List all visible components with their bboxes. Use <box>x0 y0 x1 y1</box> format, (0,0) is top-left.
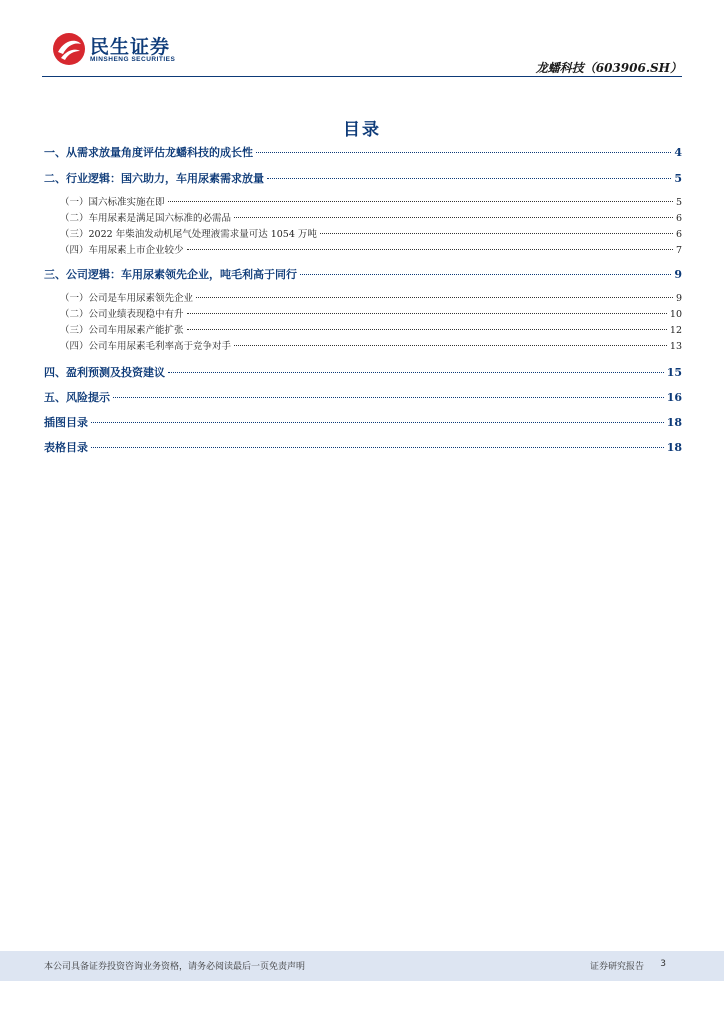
toc-entry-title: 四、盈利预测及投资建议 <box>44 366 165 379</box>
toc-entry-page: 6 <box>675 229 682 240</box>
toc-entry-page: 5 <box>675 197 682 208</box>
toc-leader <box>168 200 673 202</box>
toc-entry-page: 18 <box>666 441 682 454</box>
toc-subentry[interactable] <box>44 339 682 355</box>
footer-report-type: 证券研究报告 <box>589 962 644 972</box>
toc-leader <box>256 151 671 153</box>
toc-entry-page: 10 <box>669 309 682 320</box>
footer-disclaimer: 本公司具备证券投资咨询业务资格，请务必阅读最后一页免责声明 <box>44 962 306 972</box>
toc-entry[interactable] <box>44 363 682 383</box>
toc-entry-title: （四）车用尿素上市企业较少 <box>60 245 184 256</box>
logo-text-cn: 民生证券 <box>90 36 171 58</box>
company-ticker: 龙蟠科技（603906.SH） <box>535 61 682 75</box>
toc-entry[interactable] <box>44 265 682 285</box>
toc-entry-title: （一）国六标准实施在即 <box>60 197 165 208</box>
toc-leader <box>113 396 664 398</box>
minsheng-logo-icon <box>52 32 86 66</box>
toc-subentry[interactable] <box>44 211 682 227</box>
toc-entry-page: 5 <box>674 172 682 185</box>
logo-text-en: MINSHENG SECURITIES <box>90 56 176 63</box>
toc-entry[interactable] <box>44 438 682 458</box>
toc-leader <box>187 312 667 314</box>
toc-leader <box>196 296 673 298</box>
toc-subentry[interactable] <box>44 307 682 323</box>
toc-entry-page: 16 <box>666 391 682 404</box>
toc-entry-title: 三、公司逻辑：车用尿素领先企业，吨毛利高于同行 <box>44 268 297 281</box>
header-divider <box>42 76 682 77</box>
toc-subentry[interactable] <box>44 195 682 211</box>
toc-entry-title: （四）公司车用尿素毛利率高于竞争对手 <box>60 341 232 352</box>
toc-leader <box>234 344 667 346</box>
toc-entry-title: （一）公司是车用尿素领先企业 <box>60 293 194 304</box>
toc-entry-title: （二）公司业绩表现稳中有升 <box>60 309 184 320</box>
toc-subentry[interactable] <box>44 243 682 259</box>
toc-leader <box>187 248 673 250</box>
toc-entry[interactable] <box>44 388 682 408</box>
page-header <box>42 28 682 76</box>
footer-page-number: 3 <box>660 959 666 969</box>
toc-leader <box>187 328 667 330</box>
toc-entry-title: 一、从需求放量角度评估龙蟠科技的成长性 <box>44 146 253 159</box>
toc-entry-page: 9 <box>675 293 682 304</box>
minsheng-logo <box>42 28 222 68</box>
toc-leader <box>91 421 664 423</box>
toc-subentry[interactable] <box>44 323 682 339</box>
toc-entry-title: （三）公司车用尿素产能扩张 <box>60 325 184 336</box>
toc-subentry[interactable] <box>44 227 682 243</box>
toc-entry-page: 12 <box>669 325 682 336</box>
toc-entry-page: 9 <box>674 268 682 281</box>
toc-entry-title: （二）车用尿素是满足国六标准的必需品 <box>60 213 232 224</box>
toc-leader <box>300 273 671 275</box>
toc-leader <box>91 446 664 448</box>
table-of-contents <box>44 143 682 458</box>
toc-entry-page: 7 <box>675 245 682 256</box>
toc-entry-page: 13 <box>669 341 682 352</box>
toc-subentry[interactable] <box>44 291 682 307</box>
toc-leader <box>267 177 671 179</box>
toc-entry-title: （三）2022 年柴油发动机尾气处理液需求量可达 1054 万吨 <box>60 229 317 240</box>
toc-entry-title: 五、风险提示 <box>44 391 110 404</box>
toc-entry-page: 4 <box>674 146 682 159</box>
toc-entry-page: 15 <box>666 366 682 379</box>
toc-leader <box>168 371 664 373</box>
toc-title: 目录 <box>343 120 381 140</box>
toc-entry[interactable] <box>44 143 682 163</box>
toc-entry-title: 二、行业逻辑：国六助力，车用尿素需求放量 <box>44 172 264 185</box>
toc-entry-page: 6 <box>675 213 682 224</box>
toc-entry-title: 插图目录 <box>44 416 88 429</box>
toc-entry-title: 表格目录 <box>44 441 88 454</box>
toc-leader <box>234 216 673 218</box>
toc-entry[interactable] <box>44 169 682 189</box>
toc-leader <box>320 232 673 234</box>
toc-entry-page: 18 <box>666 416 682 429</box>
toc-entry[interactable] <box>44 413 682 433</box>
